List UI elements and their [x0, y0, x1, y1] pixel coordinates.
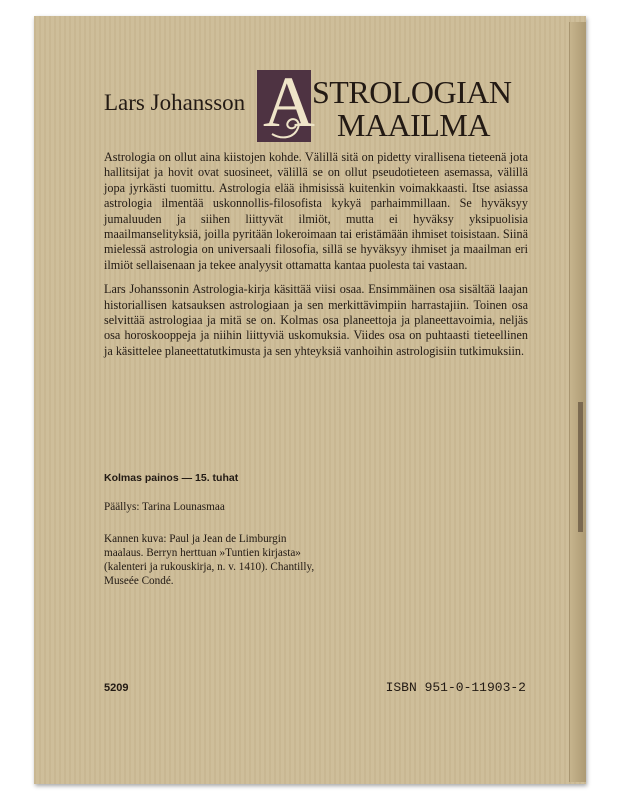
- book-spine: [569, 22, 586, 782]
- author-name: Lars Johansson: [104, 90, 246, 115]
- isbn-number: ISBN 951-0-11903-2: [385, 680, 526, 695]
- blurb-paragraph-2: Lars Johanssonin Astrologia-kirja käsittää viisi osaa. Ensimmäinen osa sisältää laajan historiallisen katsauksen astrologiaan ja sen merkittävimpiin harrastajiin. Toinen osa selvittää astrologiaa ja mitä se on. Kolmas osa planeettoja ja planeettavoimia, neljäs osa horoskooppeja ja niihin liittyviä uskomuksia. Viides osa on puhtaasti tieteellinen ja käsittelee planeettatutkimusta ja sen yhteyksiä vanhoihin astrologisiin tutkimuksiin.: [104, 282, 528, 358]
- title-line-1: STROLOGIAN: [312, 74, 512, 110]
- blurb-paragraph-1: Astrologia on ollut aina kiistojen kohde. Välillä sitä on pidetty virallisena tieteenä jota hallitsijat ja hovit ovat suosineet, välillä se on ollut pseudotieteen asemassa, välillä jopa jyrkästi tuomittu. Astrologia elää ihmisissä kuitenkin voimakkaasti. Itse asiassa astrologia ilmentää uskonnollis-filosofista kykyä parhaimmillaan. Se hyväksyy jumaluuden ja siihen liittyvät ilmiöt, mutta ei hyväksy yksipuolisia maailmanselityksiä, joilla pyritään lokeroimaan tai eristämään ihmiset toisistaan. Siinä mielessä astrologia on universaali filosofia, sillä se hyväksyy ihmiset ja maailman eri ilmiöt sellaisenaan ja tekee analyysit ottamatta kantaa puolesta tai vastaan.: [104, 150, 528, 272]
- title-initial-letter: A: [263, 62, 315, 142]
- blurb-text: [104, 150, 528, 368]
- cover-design-credit: Päällys: Tarina Lounasmaa: [104, 501, 225, 513]
- edition-note: Kolmas painos — 15. tuhat: [104, 472, 239, 484]
- title-swirl-ornament: [268, 104, 314, 142]
- cover-image-credit: Kannen kuva: Paul ja Jean de Limburgin maalaus. Berryn herttuan »Tuntien kirjasta» (kalenteri ja rukouskirja, n. v. 1410). Chantilly, Museée Condé.: [104, 533, 315, 587]
- spine-print-mark: [578, 402, 583, 532]
- title-line-2: MAAILMA: [337, 107, 490, 143]
- product-code: 5209: [104, 682, 129, 694]
